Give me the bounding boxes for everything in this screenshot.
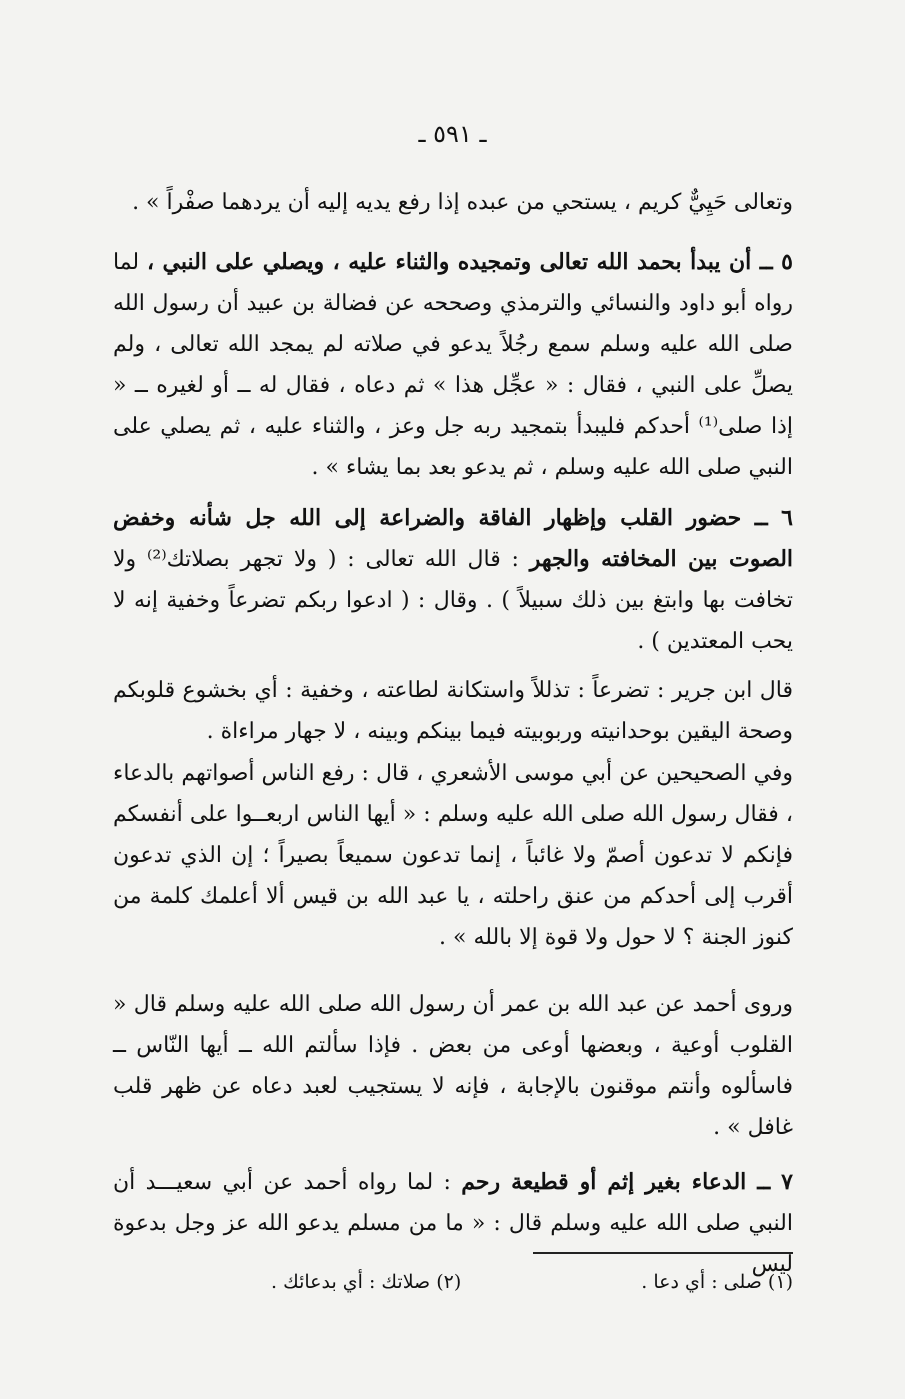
intro-text: وتعالى حَيِيٌّ كريم ، يستحي من عبده إذا رفع يديه إليه أن يردهما صفْراً » . [132, 190, 793, 215]
ahmad-text: وروى أحمد عن عبد الله بن عمر أن رسول الله صلى الله عليه وسلم قال « القلوب أوعية ، وبعضها أوعى من بعض . فإذا سألتم الله ــ أيها النّاس ــ فاسألوه وأنتم موقنون بالإجابة ، فإنه لا يستجيب لعبد دعاه عن ظهر قلب غافل » . [113, 992, 793, 1140]
sahihayn-paragraph [113, 753, 793, 958]
item-6-body: : قال الله تعالى : ( ولا تجهر بصلاتك⁽²⁾ ولا تخافت بها وابتغ بين ذلك سبيلاً ) . وقال : ( ادعوا ربكم تضرعاً وخفية إنه لا يحب المعتدين ) . [113, 547, 793, 654]
footnote-1: (١) صلى : أي دعا . [641, 1271, 793, 1293]
sahihayn-text: وفي الصحيحين عن أبي موسى الأشعري ، قال : رفع الناس أصواتهم بالدعاء ، فقال رسول الله صلى الله عليه وسلم : « أيها الناس اربعــوا على أنفسكم فإنكم لا تدعون أصمّ ولا غائباً ، إنما تدعون سميعاً بصيراً ؛ إن الذي تدعون أقرب إلى أحدكم من عنق راحلته ، يا عبد الله بن قيس ألا أعلمك كلمة من كنوز الجنة ؟ لا حول ولا قوة إلا بالله » . [113, 761, 793, 950]
ibn-jarir-text: قال ابن جرير : تضرعاً : تذللاً واستكانة لطاعته ، وخفية : أي بخشوع قلوبكم وصحة اليقين بوحدانيته وربوبيته فيما بينكم وبينه ، لا جهار مراءاة . [113, 678, 793, 744]
item-7-heading: ٧ ــ الدعاء بغير إثم أو قطيعة رحم [461, 1169, 793, 1195]
item-6-paragraph [113, 498, 793, 662]
footnote-divider [533, 1252, 793, 1254]
item-5 [113, 242, 793, 488]
ibn-jarir-paragraph [113, 670, 793, 752]
item-6 [113, 498, 793, 662]
item-5-heading: ٥ ــ أن يبدأ بحمد الله تعالى وتمجيده والثناء عليه ، ويصلي على النبي ، [146, 249, 793, 275]
item-7-body: : لما رواه أحمد عن أبي سعيـــد أن النبي صلى الله عليه وسلم قال : « ما من مسلم يدعو الله عز وجل بدعوة ليس [113, 1170, 793, 1277]
item-6-heading: ٦ ــ حضور القلب وإظهار الفاقة والضراعة إلى الله جل شأنه وخفض الصوت بين المخافته والجهر [113, 505, 794, 572]
item-5-paragraph [113, 242, 793, 488]
footnotes [113, 1266, 793, 1298]
ahmad-paragraph [113, 984, 793, 1148]
intro-paragraph [113, 182, 793, 223]
footnote-2: (٢) صلاتك : أي بدعائك . [270, 1271, 462, 1293]
item-5-body: لما رواه أبو داود والنسائي والترمذي وصححه عن فضالة بن عبيد أن رسول الله صلى الله عليه وسلم سمع رجُلاً يدعو في صلاته لم يمجد الله تعالى ، ولم يصلِّ على النبي ، فقال : « عجِّل هذا » ثم دعاه ، فقال له ــ أو لغيره ــ « إذا صلى⁽¹⁾ أحدكم فليبدأ بتمجيد ربه جل وعز ، والثناء عليه ، ثم يصلي على النبي صلى الله عليه وسلم ، ثم يدعو بعد بما يشاء » . [113, 250, 793, 480]
page-number: ـ ٥٩١ ـ [418, 120, 487, 148]
